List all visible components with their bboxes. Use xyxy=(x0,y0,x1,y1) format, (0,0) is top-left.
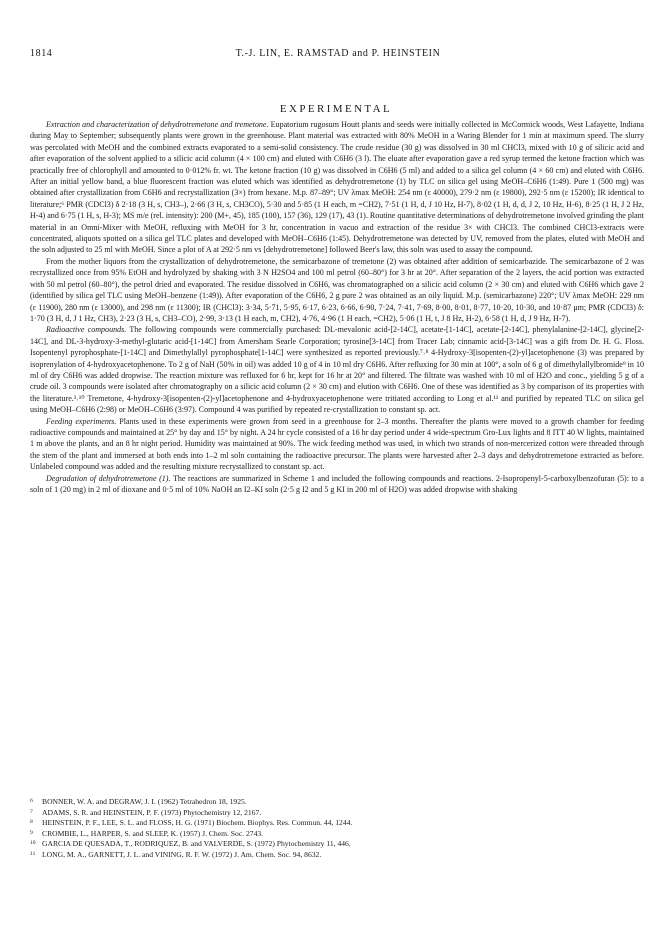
footnote xyxy=(30,808,644,819)
paragraph-degradation xyxy=(30,473,644,496)
footnote xyxy=(30,797,644,808)
paragraph-feeding xyxy=(30,416,644,473)
running-header xyxy=(30,48,646,62)
footnote-text: HEINSTEIN, P. F., LEE, S. L. and FLOSS, H. G. (1971) Biochem. Biophys. Res. Commun. 44, 1244. xyxy=(42,818,353,828)
footnote-number: 11 xyxy=(30,850,36,857)
footnote-number: 10 xyxy=(30,840,36,847)
footnote xyxy=(30,850,644,861)
footnote xyxy=(30,839,644,850)
paragraph-lead: Feeding experiments. xyxy=(46,416,117,426)
footnote-number: 8 xyxy=(30,819,33,826)
footnote-text: ADAMS, S. R. and HEINSTEIN, P. F. (1973) Phytochemistry 12, 2167. xyxy=(42,807,262,817)
footnote xyxy=(30,818,644,829)
footnote-text: LONG, M. A., GARNETT, J. L. and VINING, R. F. W. (1972) J. Am. Chem. Soc. 94, 8632. xyxy=(42,849,322,859)
paragraph-lead: Degradation of dehydrotremetone (1). xyxy=(46,473,171,483)
running-authors: T.-J. LIN, E. RAMSTAD and P. HEINSTEIN xyxy=(235,48,441,59)
paragraph-text: The following compounds were commercially purchased: DL-mevalonic acid-[2-14C], acetate-[1-14C], acetate-[2-14C], phenylalanine-[2-14C], glycine[2-14C], and DL-3-hydroxy-3-methyl-glutaric acid-[1-14C] from Amersham Searle Corporation; tyrosine[3-14C] from Tracer Lab; cinnamic acid-[3-14C] was a gift from Dr. H. G. Floss. Isopentenyl pyrophosphate-[1-14C] and Dimethylallyl pyrophosphate[1-14C] were synthesized as reported previously.⁷˒⁸ 4-Hydroxy-3[isopenten-(2)-yl]acetophenone (3) was prepared by isoprenylation of 4-hydroxyacetophenone. To 2 g of NaH (50% in oil) was added 10 g of 4 in 10 ml dry C6H6. After refluxing for 30 min at 100°, a soln of 6 g of dimethylallylbromide⁹ in 10 ml of dry C6H6 was added dropwise. The reaction mixture was refluxed for 6 hr, kept for 16 hr at 20° and filtered. The filtrate was washed with 10 ml of H2O and conc., yielding 5 g of a crude oil. 3 compounds were isolated after chromatography on a silicic acid column (2 × 30 cm) and elution with C6H6. One of these was identified as 3 by comparison of its properties with the literature.³˒¹⁰ Tremetone, 4-hydroxy-3[isopenten-(2)-yl]acetophenone and 4-hydroxyacetophenone were tritiated according to Long et al.¹¹ and purified by repeated TLC on silica gel using MeOH–C6H6 (2:98) or MeOH–C6H6 (3:97). Compound 4 was purified by repeated re-crystallization to constant sp. act. xyxy=(30,325,645,415)
paragraph-text: From the mother liquors from the crystallization of dehydrotremetone, the semicarbazone of tremetone (2) was obtained after addition of semicarbazide. The semicarbazone of 2 was recrystallized once from 95% EtOH and hydrolyzed by shaking with 3 N H2SO4 and 100 ml petrol (60–80°) for 3 hr at 20°. After separation of the 2 layers, the acid portion was extracted with 50 ml petrol (60–80°), the petrol dried and evaporated. The residue dissolved in C6H6, was chromatographed on a silicic acid column (2 × 30 cm) and eluted with C6H6 which gave 2 (identified by silica gel TLC using MeOH–benzene (1:49)). After evaporation of the C6H6, 2 g pure 2 was obtained as an oily liquid. M.p. (semicarbazone) 220°; UV λmax MeOH: 229 nm (ε 11900), 280 nm (ε 13000), and 298 nm (ε 11300); IR (CHCl3): 3·34, 5·71, 5·95, 6·17, 6·23, 6·66, 6·90, 7·24, 7·41, 7·69, 8·00, 8·01, 8·77, 10·20, 10·30, and 10·87 μm; PMR (CDCl3) δ: 1·70 (3 H, d, J 1 Hz, CH3), 2·23 (3 H, s, CH3–CO), 2·99, 3·13 (1 H each, m, CH2), 4·76, 4·96 (1 H each, =CH2), 5·06 (1 H, t, J 8 Hz, H-2), 6·58 (1 H, d, J 9 Hz, H-7). xyxy=(30,256,644,323)
paragraph-text: Eupatorium rugosum Houtt plants and seeds were initially collected in McCormick woods, West Lafayette, Indiana during May to September; subsequently plants were grown in the greenhouse. Plant material was extracted with 80% MeOH in a Waring Blender for 1 min at maximum speed. The slurry was percolated with MeOH and the combined extracts evaporated to a semi-solid consistency. The crude residue (30 g) was dissolved in 30 ml CHCl3, mixed with 10 g of silicic acid and after evaporation of the solvent applied to a silicic acid column (4 × 100 cm) and eluted with C6H6 (3 l). The eluate after evaporation gave a red syrup termed the ketone fraction which was practically free of chlorophyll and amounted to 0·012% fr. wt. The ketone fraction (10 g) was dissolved in C6H6 (5 ml) and added to a silica gel column (4 × 60 cm) and eluted with C6H6. After an initial yellow band, a blue fluorescent fraction was eluted which was identified as dehydrotremetone (1) by TLC on silica gel using MeOH–C6H6 (1:49). Pure 1 (500 mg) was obtained after crystallization from C6H6 and recrystallization (3×) from hexane. M.p. 87–89°; UV λmax MeOH: 254 nm (ε 40000), 279·2 nm (ε 19800), 292·5 nm (ε 15200); IR identical to literature;⁶ PMR (CDCl3) δ 2·18 (3 H, s, CH3–), 2·66 (3 H, s, CH3CO), 5·30 and 5·85 (1 H each, m =CH2), 7·51 (1 H, d, J 10 Hz, H-7), 8·02 (1 H, d, d, J 2, 10 Hz, H-6), 8·25 (1 H, J 2 Hz, H-4) and 6·75 (1 H, s, H-3); MS m/e (rel. intensity): 200 (M+, 45), 185 (100), 157 (36), 129 (17), 43 (1). Routine quantitative determinations of dehydrotremetone involved grinding the plant material in an Omni-Mixer with MeOH, refluxing with MeOH for 3 hr, concentration in vacuo and extraction of the residue 3× with CHCl3. The combined CHCl3-extracts were concentrated, aliquots spotted on a silica gel TLC plates and developed with MeOH–C6H6 (1:45). Dehydrotremetone was detected by UV, removed from the plates, eluted with MeOH and the soln adjusted to 25 ml with MeOH. Since a plot of A at 292·5 nm vs [dehydrotremetone] followed Beer's law, this soln was used to assay the compound. xyxy=(30,120,644,255)
footnote-number: 7 xyxy=(30,808,33,815)
paragraph-lead: Radioactive compounds. xyxy=(46,325,127,335)
section-title: EXPERIMENTAL xyxy=(279,103,393,115)
paragraph-radioactive xyxy=(30,324,644,415)
paragraph-text: Plants used in these experiments were grown from seed in a greenhouse for 2–3 months. Thereafter the plants were moved to a growth chamber for feeding radioactive compounds and maintained at 25° by day and 15° by night. A 24 hr cycle consisted of a 16 hr day period under 4 wide-spectrum Gro-Lux lights and 8 ITT 40 W lights, maintained 1 m above the plants, and an 8 hr night period. Humidity was maintained at 90%. The wick feeding method was used, in which two strands of non-mercerized cotton were threaded through the stem of the plant and immersed at both ends into 1–2 ml soln containing the radioactive precursor. The plants were harvested after 2–3 days and dehydrotremetone extracted as before. Unlabeled compound was added and the resulting mixture recrystallized to constant sp. act. xyxy=(30,416,644,472)
footnote-text: GARCIA DE QUESADA, T., RODRIQUEZ, B. and VALVERDE, S. (1972) Phytochemistry 11, 446. xyxy=(42,839,351,849)
footnote-number: 6 xyxy=(30,798,33,804)
paragraph-extraction xyxy=(30,119,644,256)
page-number: 1814 xyxy=(30,48,53,59)
footnote-text: CROMBIE, L., HARPER, S. and SLEEP, K. (1957) J. Chem. Soc. 2743. xyxy=(42,828,264,838)
footnote-number: 9 xyxy=(30,829,33,836)
experimental-body xyxy=(30,119,644,495)
paragraph-text: The reactions are summarized in Scheme 1 and included the following compounds and reactions. 2-Isopropenyl-5-carboxylbenzofuran (5): to a soln of 1 (20 mg) in 2 ml of dioxane and 0·5 ml of 10% NaOH an I2–KI soln (2·5 g I2 and 5 g KI in 200 ml of H2O) was added dropwise with shaking xyxy=(30,473,644,494)
paragraph-tremetone xyxy=(30,256,644,324)
footnote-text: BONNER, W. A. and DEGRAW, J. I. (1962) Tetrahedron 18, 1925. xyxy=(42,797,247,806)
footnote xyxy=(30,829,644,840)
paragraph-lead: Extraction and characterization of dehydrotremetone and tremetone. xyxy=(46,120,269,129)
footnotes xyxy=(30,797,644,861)
